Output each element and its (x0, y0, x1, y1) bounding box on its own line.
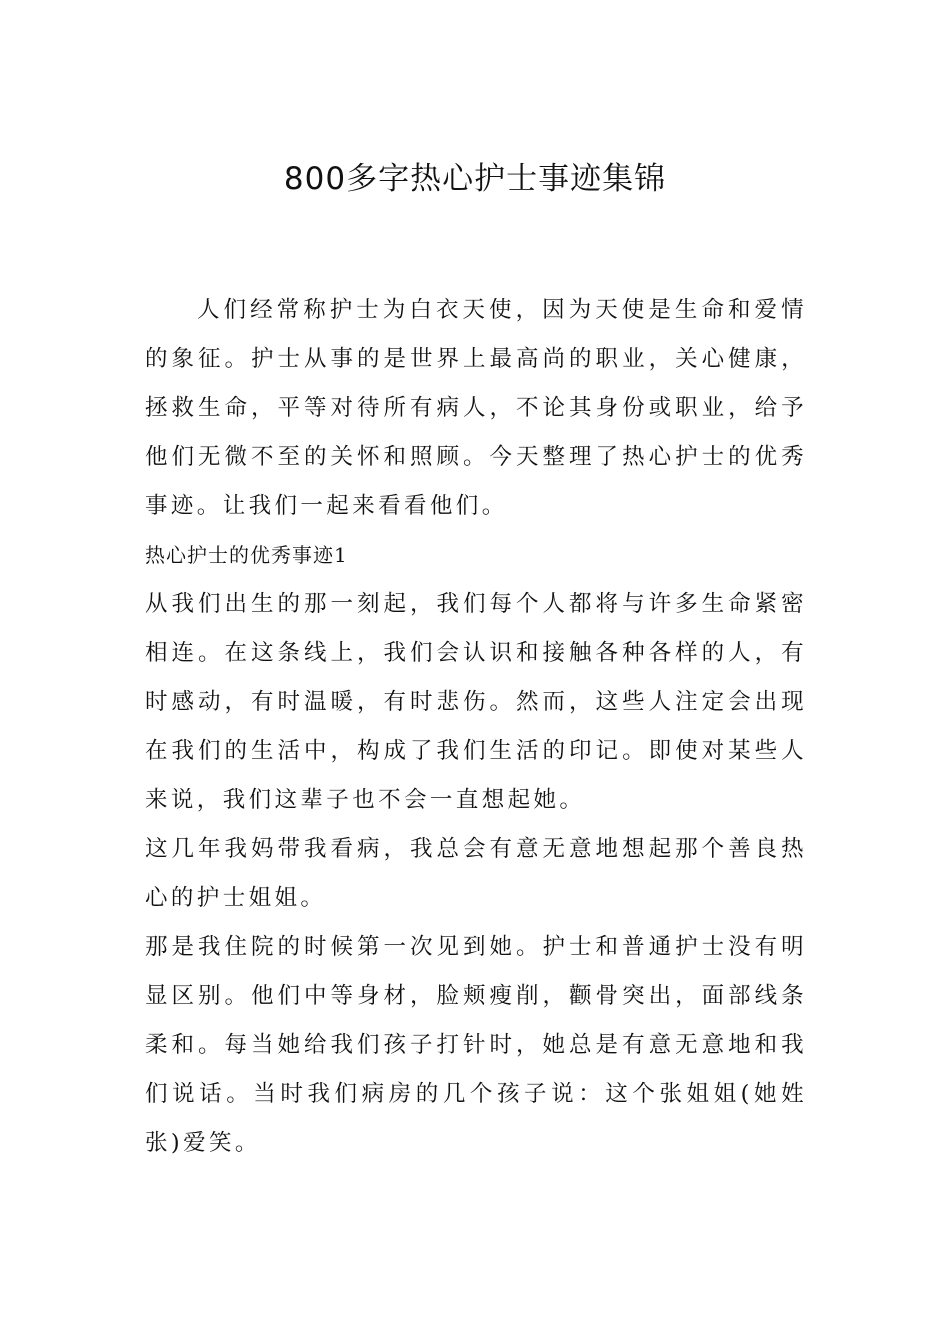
body-paragraph: 那是我住院的时候第一次见到她。护士和普通护士没有明显区别。他们中等身材，脸颊瘦削，颧骨突出，面部线条柔和。每当她给我们孩子打针时，她总是有意无意地和我们说话。当时我们病房的几个孩子说：这个张姐姐(她姓张)爱笑。 (145, 934, 807, 1156)
document-title: 800多字热心护士事迹集锦 (283, 161, 667, 197)
intro-paragraph: 人们经常称护士为白衣天使，因为天使是生命和爱情的象征。护士从事的是世界上最高尚的职业，关心健康，拯救生命，平等对待所有病人，不论其身份或职业，给予他们无微不至的关怀和照顾。今天整理了热心护士的优秀事迹。让我们一起来看看他们。 (145, 297, 807, 519)
body-paragraph: 这几年我妈带我看病，我总会有意无意地想起那个善良热心的护士姐姐。 (145, 836, 807, 911)
section-heading: 热心护士的优秀事迹1 (145, 543, 348, 567)
document-body (145, 286, 807, 1168)
body-paragraph: 从我们出生的那一刻起，我们每个人都将与许多生命紧密相连。在这条线上，我们会认识和接触各种各样的人，有时感动，有时温暖，有时悲伤。然而，这些人注定会出现在我们的生活中，构成了我们生活的印记。即使对某些人来说，我们这辈子也不会一直想起她。 (145, 591, 807, 813)
